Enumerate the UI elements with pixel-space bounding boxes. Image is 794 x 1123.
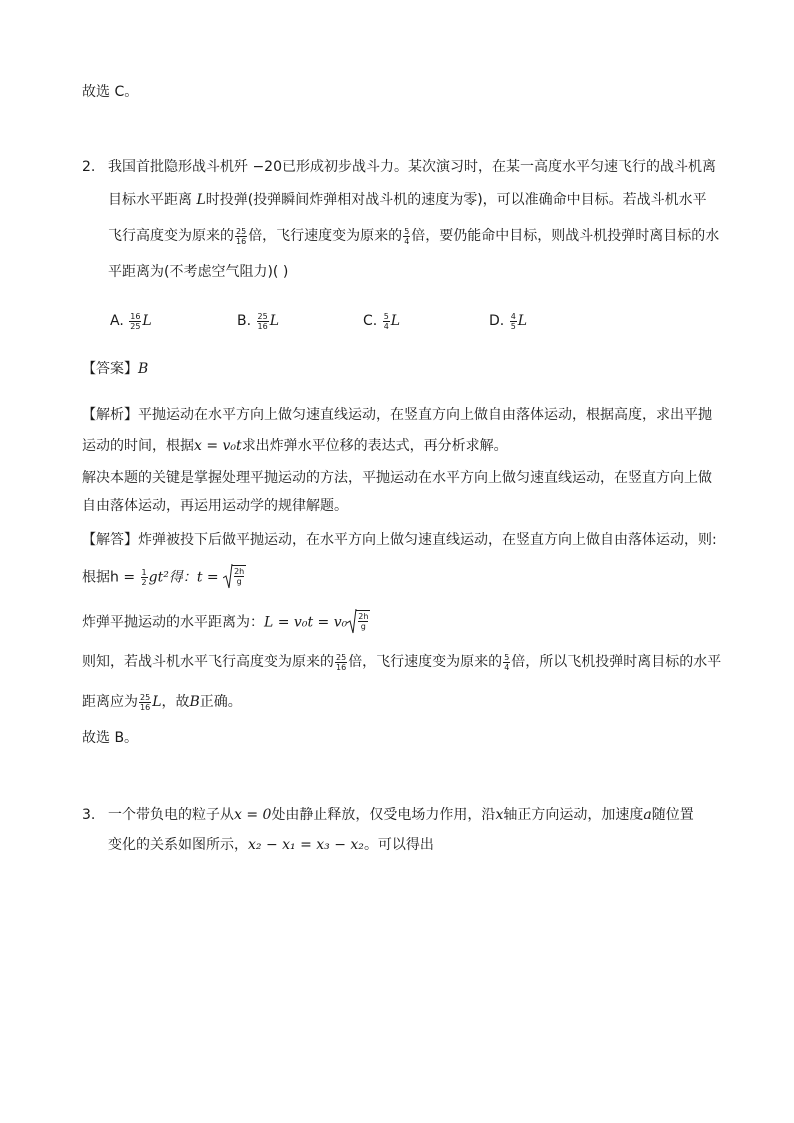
fraction-25-16: $\frac{25}{16}$ <box>236 226 247 246</box>
q2-solution-2: 根据h = $\frac{1}{2}$ gt²得：t = $\frac{2h}{g}$ <box>82 565 246 590</box>
q2-solution-3: 炸弹平抛运动的水平距离为：L = v₀t = v₀ $\frac{2h}{g}$ <box>82 610 370 635</box>
q2-analysis-1: 【解析】平抛运动在水平方向上做匀速直线运动，在竖直方向上做自由落体运动，根据高度，求出平抛 <box>82 407 712 423</box>
q3-line1: 3. 一个带负电的粒子从x = 0处由静止释放，仅受电场力作用，沿x轴正方向运动，加速度a随位置 <box>82 807 694 823</box>
q2-stem-1: 我国首批隐形战斗机歼 −20已形成初步战斗力。某次演习时，在某一高度水平匀速飞行的战斗机离 <box>108 159 716 175</box>
q2-solution-4: 则知，若战斗机水平飞行高度变为原来的 $\frac{25}{16}$ 倍，飞行速度变为原来的 $\frac{5}{4}$ 倍，所以飞机投弹时离目标的水平 <box>82 652 722 672</box>
q2-line3: 飞行高度变为原来的 $\frac{25}{16}$ 倍，飞行速度变为原来的 $\frac{5}{4}$ 倍，要仍能命中目标，则战斗机投弹时离目标的水 <box>108 226 720 246</box>
q3-line2: 变化的关系如图所示，x₂ − x₁ = x₃ − x₂。可以得出 <box>108 837 434 853</box>
option-a[interactable]: A. $\frac{16}{25}$ L <box>110 311 152 331</box>
q2-solution-1: 【解答】炸弹被投下后做平抛运动，在水平方向上做匀速直线运动，在竖直方向上做自由落体运动，则: <box>82 532 717 548</box>
q2-conclusion: 故选 B。 <box>82 730 139 746</box>
sqrt-2h-over-g: $\frac{2h}{g}$ <box>223 565 246 590</box>
q2-analysis-3: 解决本题的关键是掌握处理平抛运动的方法，平抛运动在水平方向上做匀速直线运动，在竖直方向上做 <box>82 470 712 486</box>
q2-line4: 平距离为(不考虑空气阻力)( ) <box>108 264 289 280</box>
sqrt-2h-over-g-2: $\frac{2h}{g}$ <box>347 610 370 635</box>
prev-conclusion: 故选 C。 <box>82 84 139 100</box>
q2-solution-5: 距离应为 $\frac{25}{16}$ L，故B正确。 <box>82 692 242 712</box>
q2-line1 <box>82 157 716 177</box>
q3-number: 3. <box>82 807 96 823</box>
q2-answer: 【答案】B <box>82 361 149 377</box>
q2-number: 2. <box>82 159 96 175</box>
q2-line2: 目标水平距离 L时投弹(投弹瞬间炸弹相对战斗机的速度为零)，可以准确命中目标。若战斗机水平 <box>108 192 707 208</box>
fraction-5-4: $\frac{5}{4}$ <box>404 226 410 246</box>
option-b[interactable]: B. $\frac{25}{16}$ L <box>237 311 279 331</box>
q2-analysis-2: 运动的时间，根据x = v₀t求出炸弹水平位移的表达式，再分析求解。 <box>82 438 508 454</box>
q2-analysis-4: 自由落体运动，再运用运动学的规律解题。 <box>82 498 348 514</box>
option-c[interactable]: C. $\frac{5}{4}$ L <box>363 311 401 331</box>
option-d[interactable]: D. $\frac{4}{5}$ L <box>489 311 528 331</box>
